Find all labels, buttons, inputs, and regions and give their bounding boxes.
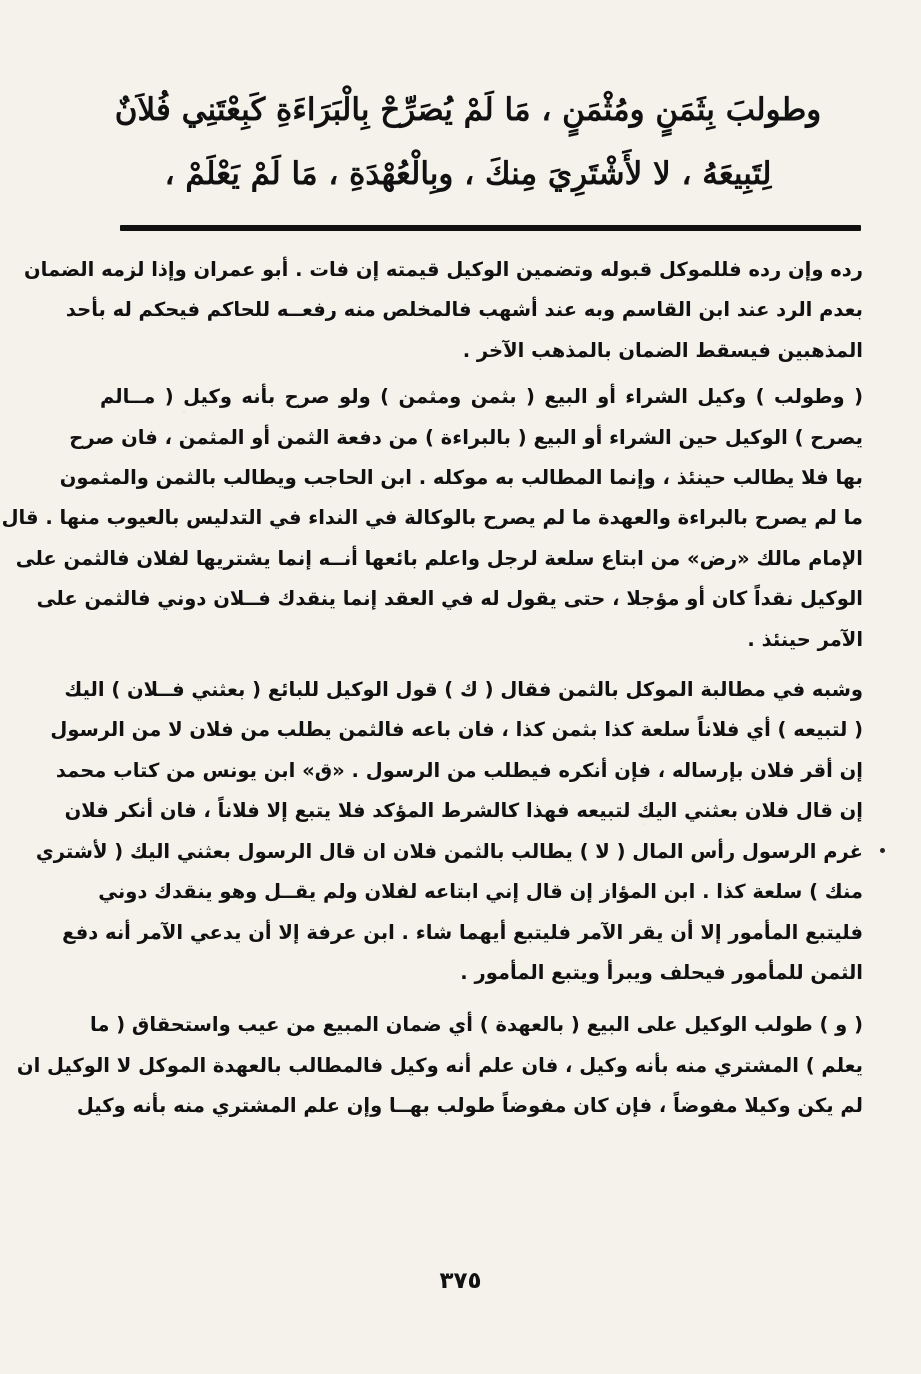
paragraph xyxy=(16,1005,863,1126)
text-line: يصرح ) الوكيل حين الشراء أو البيع ( بالبراءة ) من دفعة الثمن أو المثمن ، فان صرح xyxy=(69,425,863,449)
text-line: لم يكن وكيلا مفوضاً ، فإن كان مفوضاً طولب بهــا وإن علم المشتري منه بأنه وكيل xyxy=(76,1094,863,1118)
text-line: يعلم ) المشتري منه بأنه وكيل ، فان علم أنه وكيل فالمطالب بالعهدة الموكل لا الوكيل ان xyxy=(16,1053,863,1077)
matn-text xyxy=(110,78,826,206)
paragraph xyxy=(35,670,863,993)
matn-line: وطولبَ بِثَمَنٍ ومُثْمَنٍ ، مَا لَمْ يُصَرِّحْ بِالْبَرَاءَةِ كَبِعْتَنِي فُلاَنٌ xyxy=(114,92,822,128)
text-line: وشبه في مطالبة الموكل بالثمن فقال ( ك ) قول الوكيل للبائع ( بعثني فــلان ) اليك xyxy=(64,678,863,702)
separator-rule xyxy=(120,225,861,231)
text-line: فليتبع المأمور إلا أن يقر الآمر فليتبع أيهما شاء . ابن عرفة إلا أن يدعي الآمر أنه دفع xyxy=(62,920,863,944)
text-line: المذهبين فيسقط الضمان بالمذهب الآخر . xyxy=(462,338,863,362)
text-line: رده وإن رده فللموكل قبوله وتضمين الوكيل قيمته إن فات . أبو عمران وإذا لزمه الضمان xyxy=(24,258,863,281)
text-line: بعدم الرد عند ابن القاسم وبه عند أشهب فالمخلص منه رفعــه للحاكم فيحكم له بأحد xyxy=(65,298,863,322)
paragraph xyxy=(24,250,863,371)
text-line: ( لتبيعه ) أي فلاناً سلعة كذا بثمن كذا ، فان باعه فالثمن يطلب من فلان لا من الرسول xyxy=(50,718,863,742)
matn-line: لِتَبِيعَهُ ، لا لأَشْتَرِيَ مِنكَ ، وبِالْعُهْدَةِ ، مَا لَمْ يَعْلَمْ ، xyxy=(164,156,772,192)
text-line: منك ) سلعة كذا . ابن المؤاز إن قال إني ابتاعه لفلان ولم يقــل وهو ينقدك دوني xyxy=(98,880,863,904)
text-line: ( و ) طولب الوكيل على البيع ( بالعهدة ) أي ضمان المبيع من عيب واستحقاق ( ما xyxy=(90,1013,863,1037)
print-speck xyxy=(880,848,885,853)
commentary-text xyxy=(1,250,863,1127)
text-line: الآمر حينئذ . xyxy=(747,627,863,651)
paragraph xyxy=(1,377,863,660)
text-line: بها فلا يطالب حينئذ ، وإنما المطالب به موكله . ابن الحاجب ويطالب بالثمن والمثمون xyxy=(59,466,863,490)
text-line: ( وطولب ) وكيل الشراء أو البيع ( بثمن ومثمن ) ولو صرح بأنه وكيل ( مــالم xyxy=(100,385,863,409)
page-number: ٣٧٥ xyxy=(439,1268,482,1294)
text-line: غرم الرسول رأس المال ( لا ) يطالب بالثمن فلان ان قال الرسول بعثني اليك ( لأشتري xyxy=(35,839,863,863)
text-line: الإمام مالك «رض» من ابتاع سلعة لرجل واعلم بائعها أنــه إنما يشتريها لفلان فالثمن على xyxy=(15,546,863,570)
text-line: الوكيل نقداً كان أو مؤجلا ، حتى يقول له في العقد إنما ينقدك فــلان دوني فالثمن على xyxy=(36,587,863,611)
text-line: إن قال فلان بعثني اليك لتبيعه فهذا كالشرط المؤكد فلا يتبع إلا فلاناً ، فان أنكر فلان xyxy=(64,799,863,823)
text-line: الثمن للمأمور فيحلف ويبرأ ويتبع المأمور . xyxy=(460,960,863,984)
text-line: ما لم يصرح بالبراءة والعهدة ما لم يصرح بالوكالة في النداء في التدليس بالعيوب منها . قال xyxy=(1,506,863,530)
text-line: إن أقر فلان بإرساله ، فإن أنكره فيطلب من الرسول . «ق» ابن يونس من كتاب محمد xyxy=(55,758,863,782)
